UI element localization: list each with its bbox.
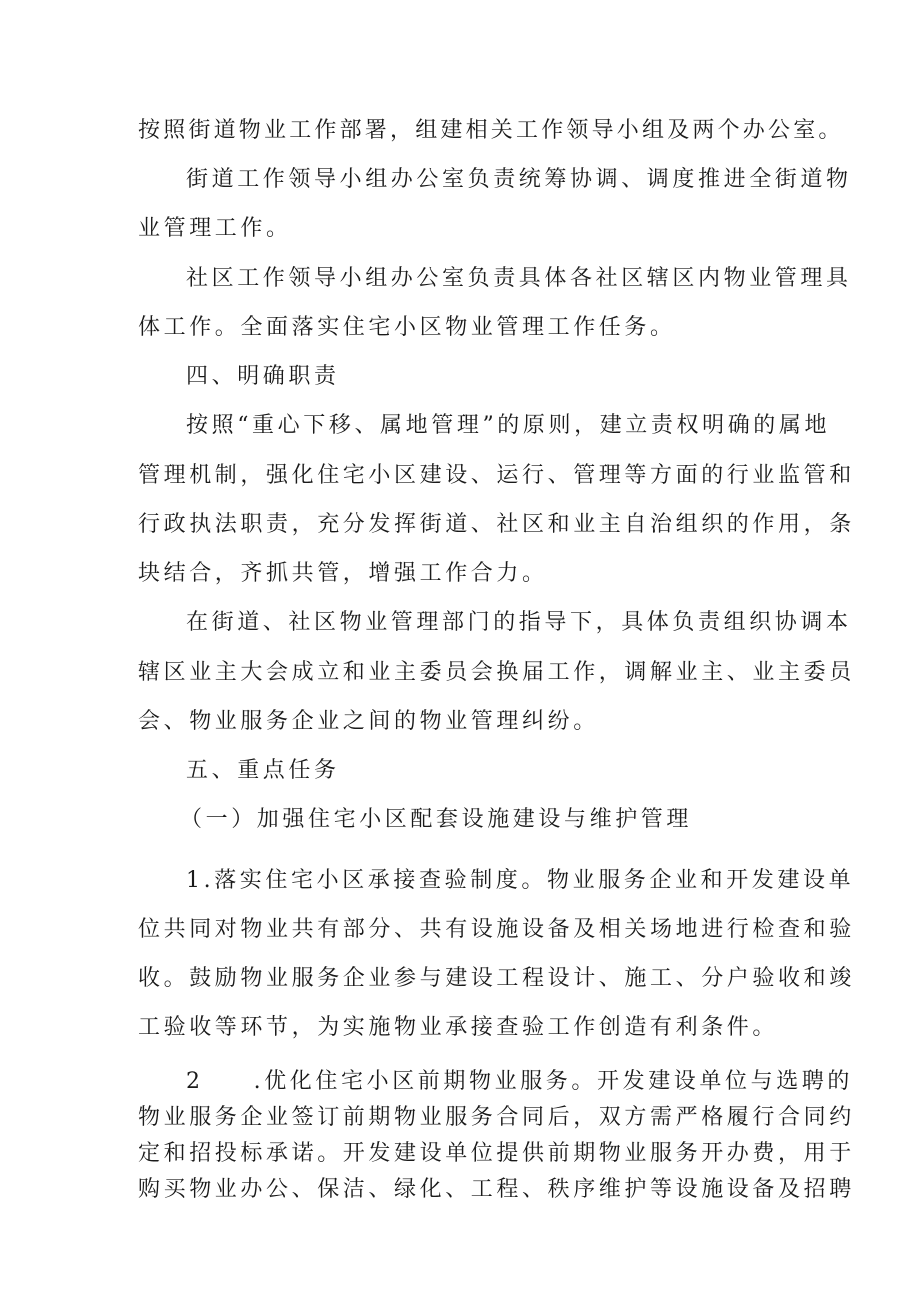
paragraph-line [186,1067,854,1097]
paragraph-line: 行政执法职责，充分发挥街道、社区和业主自治组织的作用，条 [138,512,855,537]
paragraph-line: 按照“重心下移、属地管理”的原则，建立责权明确的属地 [186,413,831,438]
paragraph-line: 在街道、社区物业管理部门的指导下，具体负责组织协调本 [186,610,852,635]
item-number: 2 [186,1069,204,1094]
paragraph-line: 1.落实住宅小区承接查验制度。物业服务企业和开发建设单 [186,868,855,893]
subsection-heading: （一）加强住宅小区配套设施建设与维护管理 [180,807,693,832]
paragraph-line: 定和招投标承诺。开发建设单位提供前期物业服务开办费，用于 [138,1141,855,1166]
paragraph-line: 辖区业主大会成立和业主委员会换届工作，调解业主、业主委员 [138,660,855,685]
paragraph-line: 收。鼓励物业服务企业参与建设工程设计、施工、分户验收和竣 [138,966,855,991]
paragraph-line: 按照街道物业工作部署，组建相关工作领导小组及两个办公室。 [138,118,844,143]
paragraph-line: 业管理工作。 [138,216,292,241]
paragraph-line: 会、物业服务企业之间的物业管理纠纷。 [138,709,599,734]
paragraph-line: 街道工作领导小组办公室负责统筹协调、调度推进全街道物 [186,167,852,192]
paragraph-line: 购买物业办公、保洁、绿化、工程、秩序维护等设施设备及招聘 [138,1177,855,1202]
paragraph-line: 社区工作领导小组办公室负责具体各社区辖区内物业管理具 [186,266,852,291]
paragraph-line: 位共同对物业共有部分、共有设施设备及相关场地进行检查和验 [138,917,855,942]
paragraph-line: 体工作。全面落实住宅小区物业管理工作任务。 [138,315,676,340]
paragraph-line: 管理机制，强化住宅小区建设、运行、管理等方面的行业监管和 [138,463,855,488]
paragraph-line: 物业服务企业签订前期物业服务合同后，双方需严格履行合同约 [138,1105,855,1130]
section-heading: 四、明确职责 [186,364,340,389]
item-text: .优化住宅小区前期物业服务。开发建设单位与选聘的 [253,1069,854,1094]
paragraph-line: 工验收等环节，为实施物业承接查验工作创造有利条件。 [138,1015,779,1040]
paragraph-line: 块结合，齐抓共管，增强工作合力。 [138,561,548,586]
section-heading: 五、重点任务 [186,758,340,783]
